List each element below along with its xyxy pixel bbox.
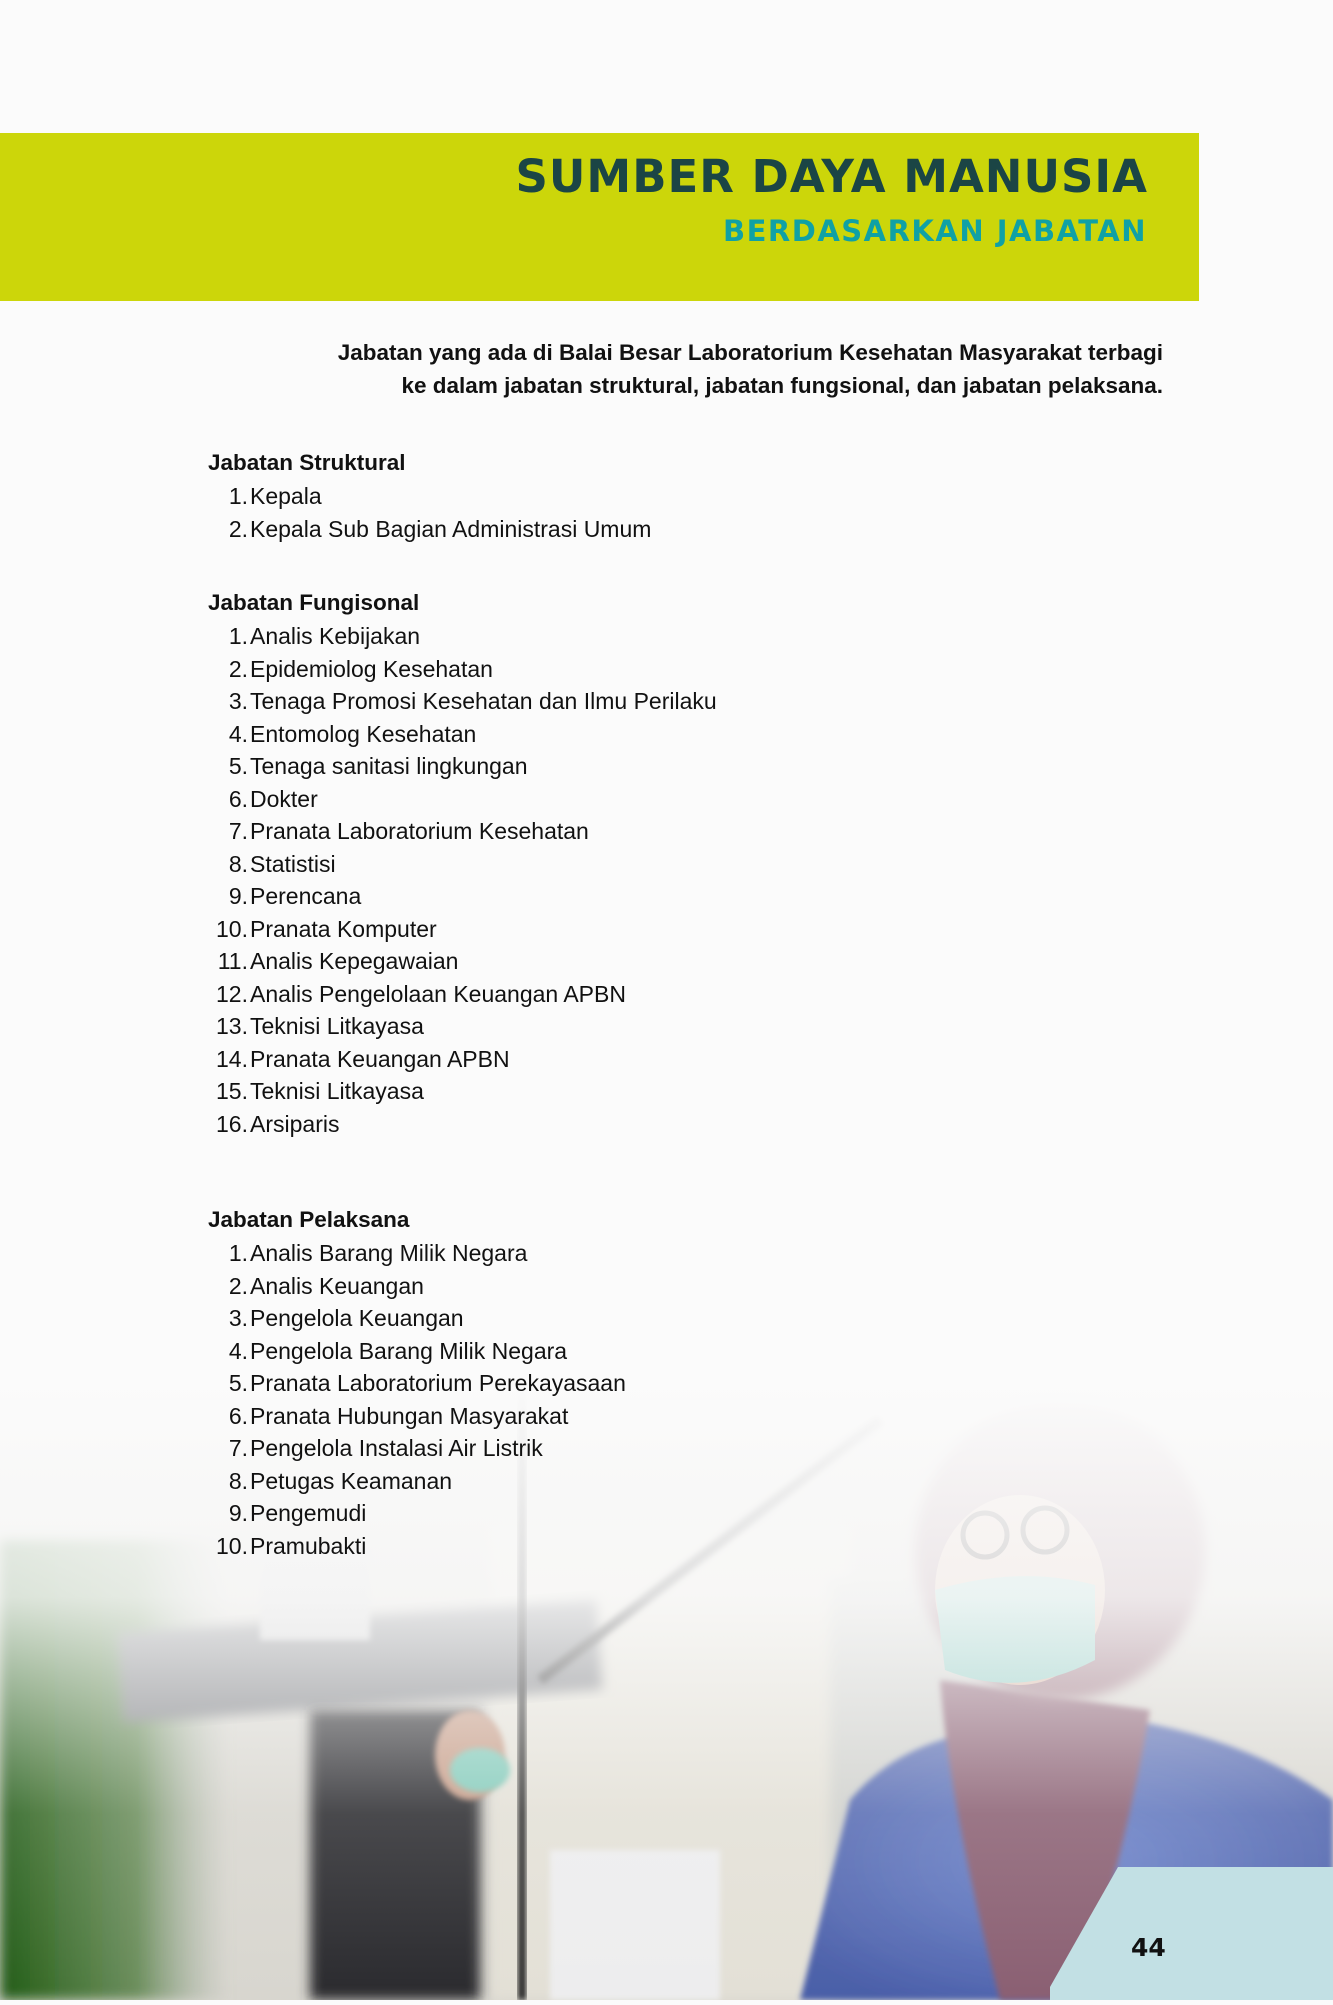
list-item — [208, 685, 717, 718]
page-number: 44 — [1131, 1933, 1166, 1962]
section-jabatan-pelaksana — [208, 1205, 626, 1562]
list-number: 15. — [216, 1078, 248, 1104]
list-item — [208, 1497, 626, 1530]
list-item — [208, 1237, 626, 1270]
list-item — [208, 848, 717, 881]
list-label: Pranata Laboratorium Kesehatan — [250, 818, 589, 844]
list-label: Perencana — [250, 883, 362, 909]
list-item — [208, 1075, 717, 1108]
list-number: 9. — [228, 1500, 248, 1526]
list-number: 2. — [228, 655, 248, 682]
list-number: 7. — [228, 1435, 248, 1461]
list-item — [208, 1367, 626, 1400]
list-number: 12. — [216, 980, 248, 1007]
list-number: 1. — [228, 623, 248, 649]
list-label: Pranata Komputer — [250, 915, 437, 942]
section-jabatan-fungsional — [208, 588, 717, 1140]
page-number-box — [1050, 1867, 1333, 2000]
list-label: Statistisi — [250, 850, 336, 877]
list-number: 1. — [228, 1240, 248, 1266]
list-number: 2. — [228, 515, 248, 542]
list-label: Teknisi Litkayasa — [250, 1013, 424, 1039]
list-label: Pengelola Instalasi Air Listrik — [250, 1435, 543, 1461]
list-label: Analis Kepegawaian — [250, 948, 459, 974]
list-number: 4. — [228, 720, 248, 747]
list-number: 1. — [228, 483, 248, 509]
list-label: Entomolog Kesehatan — [250, 720, 477, 747]
list-number: 8. — [228, 850, 248, 877]
list-label: Pengemudi — [250, 1500, 367, 1526]
list-label: Teknisi Litkayasa — [250, 1078, 424, 1104]
position-list — [208, 620, 717, 1140]
list-number: 3. — [228, 688, 248, 714]
list-label: Arsiparis — [250, 1110, 340, 1137]
list-number: 10. — [216, 915, 248, 942]
list-number: 2. — [228, 1272, 248, 1299]
list-number: 7. — [228, 818, 248, 844]
list-item — [208, 513, 651, 546]
list-number: 6. — [228, 785, 248, 812]
page-title: SUMBER DAYA MANUSIA — [515, 150, 1148, 203]
page-subtitle: BERDASARKAN JABATAN — [723, 214, 1147, 248]
section-heading: Jabatan Struktural — [208, 450, 406, 475]
list-number: 3. — [228, 1305, 248, 1331]
list-item — [208, 1432, 626, 1465]
list-number: 5. — [228, 753, 248, 779]
list-label: Analis Kebijakan — [250, 623, 421, 649]
list-label: Pengelola Keuangan — [250, 1305, 464, 1331]
list-label: Pranata Laboratorium Perekayasaan — [250, 1370, 626, 1396]
list-number: 14. — [216, 1045, 248, 1072]
list-label: Pramubakti — [250, 1532, 367, 1559]
list-item — [208, 783, 717, 816]
list-item — [208, 718, 717, 751]
list-label: Petugas Keamanan — [250, 1467, 453, 1494]
list-item — [208, 1335, 626, 1368]
list-item — [208, 653, 717, 686]
list-number: 4. — [228, 1337, 248, 1364]
list-number: 8. — [228, 1467, 248, 1494]
list-label: Tenaga Promosi Kesehatan dan Ilmu Perilaku — [250, 688, 717, 714]
section-heading: Jabatan Pelaksana — [208, 1207, 410, 1232]
list-number: 11. — [217, 948, 248, 974]
list-number: 9. — [228, 883, 248, 909]
list-item — [208, 978, 717, 1011]
list-item — [208, 880, 717, 913]
list-label: Epidemiolog Kesehatan — [250, 655, 493, 682]
list-item — [208, 1400, 626, 1433]
list-label: Pranata Hubungan Masyarakat — [250, 1402, 569, 1429]
list-label: Pranata Keuangan APBN — [250, 1045, 510, 1072]
list-item — [208, 1302, 626, 1335]
list-label: Dokter — [250, 785, 318, 812]
list-item — [208, 1108, 717, 1141]
section-jabatan-struktural — [208, 448, 651, 545]
list-label: Kepala Sub Bagian Administrasi Umum — [250, 515, 652, 542]
section-heading: Jabatan Fungisonal — [208, 590, 420, 615]
list-item — [208, 945, 717, 978]
position-list — [208, 1237, 626, 1562]
list-item — [208, 1043, 717, 1076]
list-number: 5. — [228, 1370, 248, 1396]
list-label: Analis Keuangan — [250, 1272, 424, 1299]
list-number: 13. — [216, 1013, 248, 1039]
list-number: 16. — [216, 1110, 248, 1137]
list-item — [208, 750, 717, 783]
list-item — [208, 1530, 626, 1563]
intro-line-2: ke dalam jabatan struktural, jabatan fungsional, dan jabatan pelaksana. — [401, 373, 1163, 398]
list-label: Kepala — [250, 483, 322, 509]
list-number: 10. — [216, 1532, 248, 1559]
list-item — [208, 815, 717, 848]
list-item — [208, 913, 717, 946]
list-item — [208, 1270, 626, 1303]
list-number: 6. — [228, 1402, 248, 1429]
list-item — [208, 620, 717, 653]
list-label: Pengelola Barang Milik Negara — [250, 1337, 568, 1364]
list-item — [208, 1465, 626, 1498]
list-label: Analis Pengelolaan Keuangan APBN — [250, 980, 626, 1007]
list-item — [208, 480, 651, 513]
list-label: Analis Barang Milik Negara — [250, 1240, 528, 1266]
list-item — [208, 1010, 717, 1043]
intro-paragraph — [163, 336, 1163, 402]
position-list — [208, 480, 651, 545]
intro-line-1: Jabatan yang ada di Balai Besar Laboratorium Kesehatan Masyarakat terbagi — [337, 340, 1163, 365]
list-label: Tenaga sanitasi lingkungan — [250, 753, 528, 779]
